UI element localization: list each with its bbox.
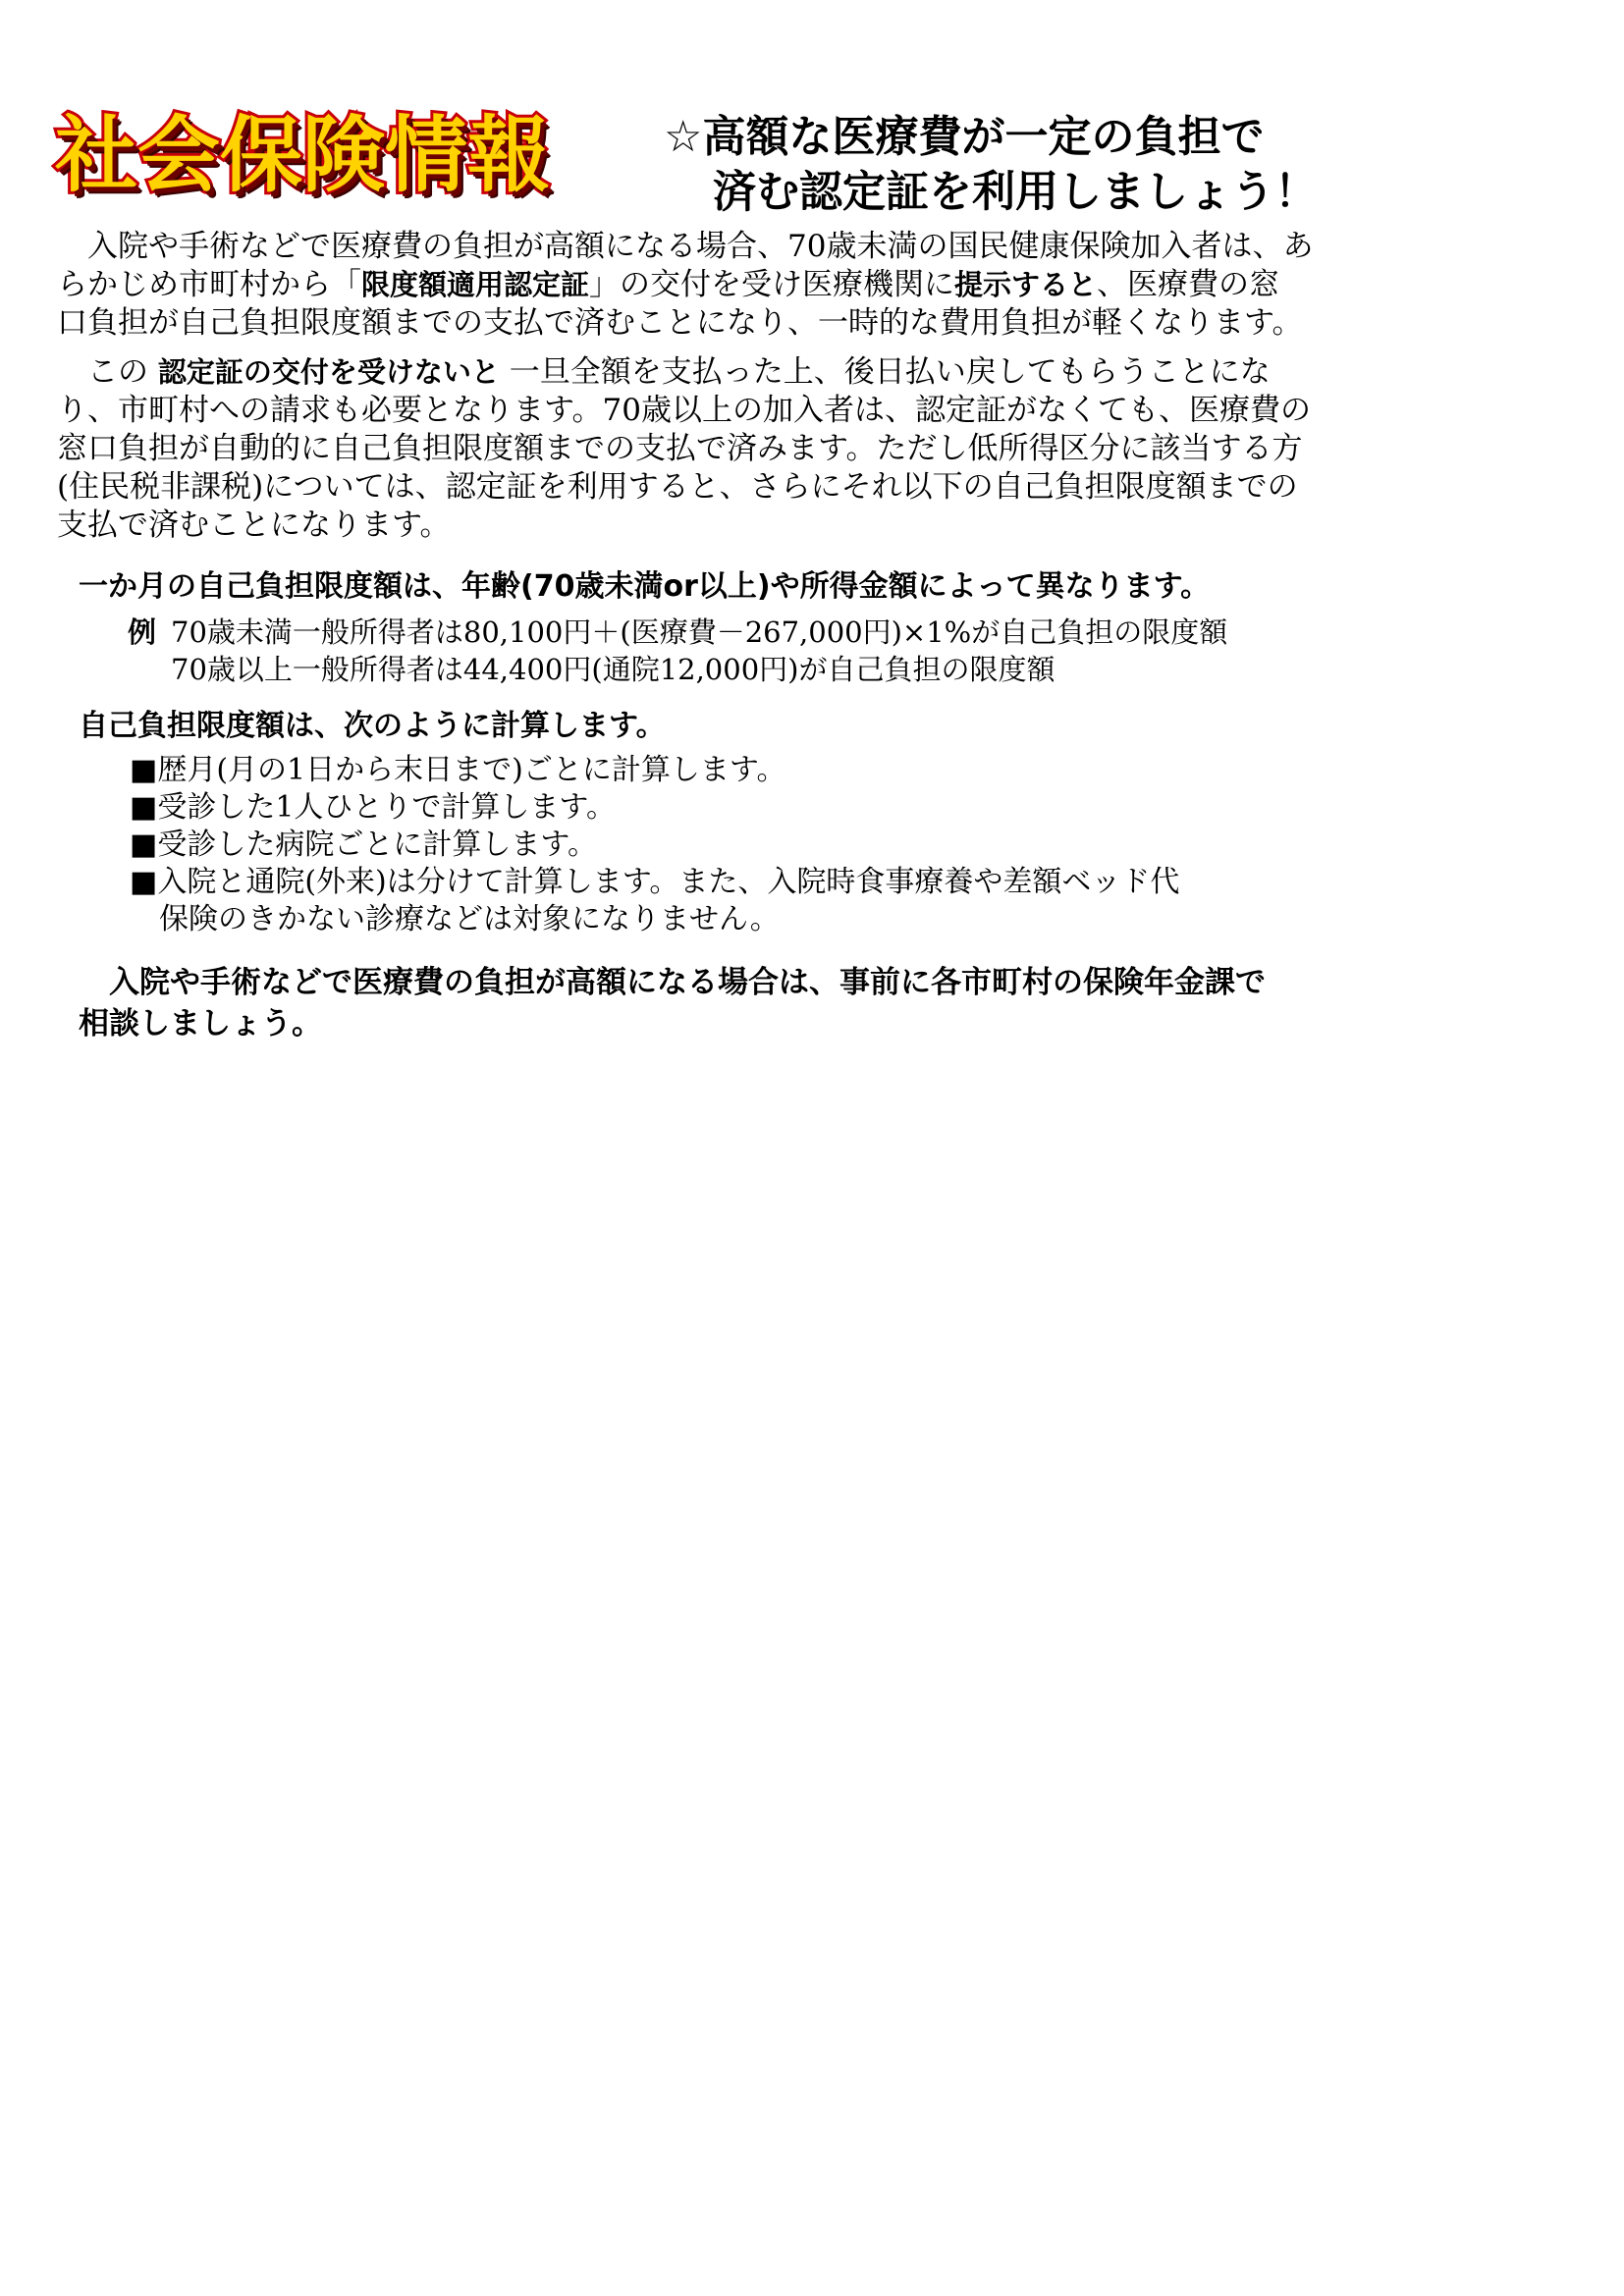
example-line-2: 70歳以上一般所得者は44,400円(通院12,000円)が自己負担の限度額 [171,653,1056,686]
emphasis-text: 提示すると [954,268,1098,301]
list-item: ■入院と通院(外来)は分けて計算します。また、入院時食事療養や差額ベッド代 [130,865,1180,899]
text-span: この [57,354,158,390]
paragraph-1-line-2 [57,266,1432,304]
text-span: 、医療費の窓 [1097,267,1280,302]
section-heading-limit: 一か月の自己負担限度額は、年齢(70歳未満or以上)や所得金額によって異なります。 [79,569,1211,604]
example-line-1 [128,614,1227,651]
example-label: 例 [128,615,157,649]
closing-line-2: 相談しましょう。 [79,1006,322,1041]
headline-line-2: 済む認定証を利用しましょう！ [713,167,1318,217]
list-item-continuation: 保険のきかない診療などは対象になりません。 [159,902,780,936]
logo-text: 社会保険情報 [55,107,551,203]
list-item: ■受診した1人ひとりで計算します。 [130,790,617,825]
paragraph-1 [57,228,1432,343]
text-span: 一旦全額を支払った上、後日払い戻してもらうことにな [499,354,1271,390]
section-heading-calculation: 自己負担限度額は、次のように計算します。 [79,709,666,743]
example-text-1: 70歳未満一般所得者は80,100円＋(医療費－267,000円)×1%が自己負担の限度額 [171,615,1228,649]
text-span: らかじめ市町村から「 [57,267,361,302]
emphasis-text: 認定証の交付を受けないと [157,355,500,389]
list-item: ■受診した病院ごとに計算します。 [130,828,597,862]
paragraph-2 [57,353,1432,545]
paragraph-1-line-3: 口負担が自己負担限度額までの支払で済むことになり、一時的な費用負担が軽くなります。 [57,305,1303,341]
emphasis-text: 限度額適用認定証 [361,268,590,301]
text-span: 」の交付を受け医療機関に [589,267,955,302]
headline-line-1: ☆高額な医療費が一定の負担で [664,112,1265,162]
closing-paragraph [79,962,1266,1044]
example-block [128,614,1227,688]
paragraph-2-line-3: 窓口負担が自動的に自己負担限度額までの支払で済みます。ただし低所得区分に該当する方 [57,431,1303,466]
calculation-rules-list [130,752,1179,938]
logo-banner [55,102,619,208]
list-item: ■歴月(月の1日から末日まで)ごとに計算します。 [130,753,786,787]
closing-line-1: 入院や手術などで医療費の負担が高額になる場合は、事前に各市町村の保険年金課で [79,965,1266,1000]
headline [664,110,1318,220]
paragraph-1-line-1: 入院や手術などで医療費の負担が高額になる場合、70歳未満の国民健康保険加入者は、あ [57,229,1314,264]
paragraph-2-line-1 [57,353,1432,392]
paragraph-2-line-5: 支払で済むことになります。 [57,507,451,543]
paragraph-2-line-2: り、市町村への請求も必要となります。70歳以上の加入者は、認定証がなくても、医療費の [57,393,1311,428]
paragraph-2-line-4: (住民税非課税)については、認定証を利用すると、さらにそれ以下の自己負担限度額までの [57,469,1298,505]
